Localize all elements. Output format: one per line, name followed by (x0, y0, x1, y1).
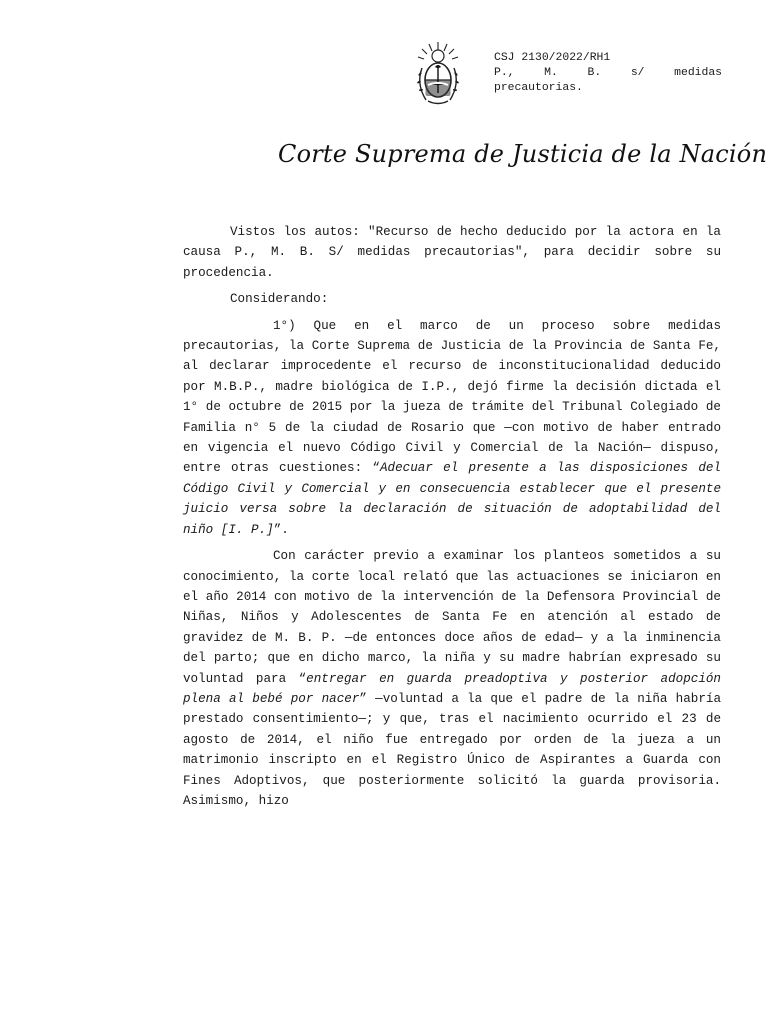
case-reference (494, 51, 722, 96)
quoted-text: entregar en guarda preadoptiva y posterior adopción plena al bebé por nacer (183, 671, 721, 706)
case-title-line: precautorias. (494, 82, 583, 94)
case-title-line: P., M. B. s/ medidas (494, 67, 722, 79)
paragraph-vistos: Vistos los autos: "Recurso de hecho deducido por la actora en la causa P., M. B. S/ medidas precautorias", para decidir sobre su procedencia. (183, 225, 721, 280)
paragraph-text: Con carácter previo a examinar los planteos sometidos a su conocimiento, la corte local relató que las actuaciones se iniciaron en el año 2014 con motivo de la intervención de la Defensora Provincial de Niñas, Niños y Adolescentes de Santa Fe en atención al estado de gravidez de M. B. P. —de entonces doce años de edad— y a la inminencia del parto; que en dicho marco, la niña y su madre habrían expresado su voluntad para “ (183, 549, 721, 686)
case-number: CSJ 2130/2022/RH1 (494, 52, 611, 64)
document-body (183, 222, 721, 811)
paragraph-background (183, 546, 721, 811)
argentine-coat-of-arms-icon (414, 38, 462, 110)
paragraph-text: 1°) Que en el marco de un proceso sobre medidas precautorias, la Corte Suprema de Justicia de la Provincia de Santa Fe, al declarar improcedente el recurso de inconstitucionalidad deducido por M.B.P., madre biológica de I.P., dejó firme la decisión dictada el 1° de octubre de 2015 por la jueza de trámite del Tribunal Colegiado de Familia n° 5 de la ciudad de Rosario que —con motivo de haber entrado en vigencia el nuevo Código Civil y Comercial de la Nación— dispuso, entre otras cuestiones: “ (183, 318, 721, 476)
paragraph-considerando: Considerando: (230, 292, 329, 307)
paragraph-first-consideration (183, 316, 721, 540)
quoted-text: Adecuar el presente a las disposiciones del Código Civil y Comercial y en consecuencia establecer que el presente juicio versa sobre la declaración de situación de adoptabilidad del niño [I. P.] (183, 461, 721, 537)
paragraph-text: ” —voluntad a la que el padre de la niña habría prestado consentimiento—; y que, tras el nacimiento ocurrido el 23 de agosto de 2014, el niño fue entregado por orden de la jueza a un matrimonio inscripto en el Registro Único de Aspirantes a Guarda con Fines Adoptivos, que posteriormente solicitó la guarda provisoria. Asimismo, hizo (183, 691, 721, 808)
paragraph-text: ”. (273, 522, 289, 537)
court-name-heading: Corte Suprema de Justicia de la Nación (278, 140, 768, 168)
